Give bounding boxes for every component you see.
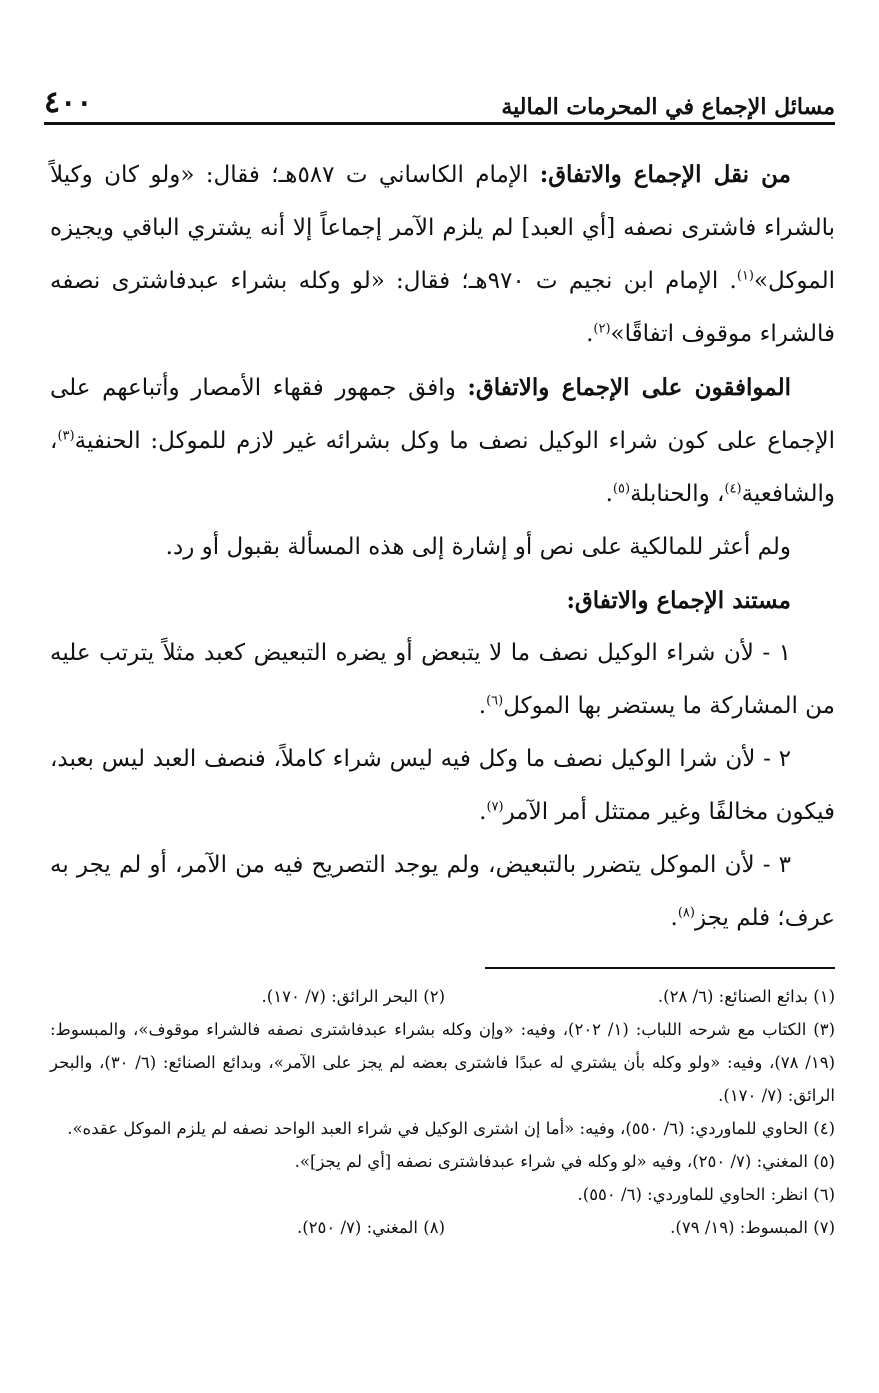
- footnote-row: [50, 980, 835, 1013]
- footnote-4: (٤) الحاوي للماوردي: (٦/ ٥٥٠)، وفيه: «أما إن اشترى الوكيل في شراء العبد الواحد نصفه لم يلزم الموكل عقده».: [67, 1119, 835, 1138]
- paragraph-text: . الإمام ابن نجيم ت ٩٧٠هـ؛ فقال: «لو وكله بشراء عبدفاشترى نصفه فالشراء موقوف اتفاقًا»: [50, 268, 835, 347]
- footnote-ref: (٨): [677, 905, 695, 921]
- footnotes: [50, 980, 835, 1244]
- paragraph-text: .: [586, 321, 594, 347]
- paragraph-text: ٢ - لأن شرا الوكيل نصف ما وكل فيه ليس شراء كاملاً، فنصف العبد ليس بعبد، فيكون مخالفًا وغير ممتثل أمر الآمر: [50, 746, 835, 825]
- paragraph-text: ٣ - لأن الموكل يتضرر بالتبعيض، ولم يوجد التصريح فيه من الآمر، أو لم يجر به عرف؛ فلم يجز: [50, 852, 835, 931]
- evidence-item-1: [50, 627, 835, 733]
- footnote-ref: (٣): [57, 428, 75, 444]
- footnote-ref: (٥): [612, 481, 631, 497]
- paragraph-text: الإمام الكاساني ت ٥٨٧هـ؛ فقال: «ولو كان وكيلاً بالشراء فاشترى نصفه [أي العبد] لم يلزم الآمر إجماعاً إلا أنه يشتري الباقي ويجيزه الموكل»: [50, 162, 835, 294]
- paragraph-text: وافق جمهور فقهاء الأمصار وأتباعهم على الإجماع على كون شراء الوكيل نصف ما وكل بشرائه غير لازم للموكل: الحنفية: [50, 375, 835, 454]
- page-number: ٤٠٠: [44, 85, 93, 120]
- footnote-ref: (١): [736, 268, 754, 284]
- evidence-item-2: [50, 733, 835, 839]
- footnote-ref: (٤): [724, 481, 742, 497]
- footnote-divider: [485, 967, 835, 969]
- paragraph-text: ١ - لأن شراء الوكيل نصف ما لا يتبعض أو يضره التبعيض كعبد مثلاً يترتب عليه من المشاركة ما يستضر بها الموكل: [50, 640, 835, 719]
- page-header: [44, 78, 835, 125]
- footnote-3: (٣) الكتاب مع شرحه اللباب: (١/ ٢٠٢)، وفيه: «وإن وكله بشراء عبدفاشترى نصفه فالشراء موقوف»، والمبسوط: (١٩/ ٧٨)، وفيه: «ولو وكله بأن يشتري له عبدًا فاشترى بعضه لم يجز على الآمر»، وبدائع الصنائع: (٦/ ٣٠)، والبحر الرائق: (٧/ ١٧٠).: [50, 1020, 835, 1105]
- section-lead: الموافقون على الإجماع والاتفاق:: [467, 374, 791, 401]
- paragraph-text: ، والحنابلة: [630, 481, 725, 507]
- section-lead: من نقل الإجماع والاتفاق:: [539, 161, 791, 188]
- evidence-item-3: [50, 839, 835, 945]
- paragraph-text: .: [478, 693, 487, 719]
- footnote-6: (٦) انظر: الحاوي للماوردي: (٦/ ٥٥٠).: [577, 1185, 835, 1204]
- section-heading-evidence: مستند الإجماع والاتفاق:: [566, 587, 791, 614]
- paragraph-text: .: [670, 905, 678, 931]
- footnote-1: (١) بدائع الصنائع: (٦/ ٢٨).: [657, 987, 835, 1006]
- paragraph-text: .: [605, 481, 613, 507]
- main-text: [50, 148, 835, 945]
- paragraph-maliki-note: ولم أعثر للمالكية على نص أو إشارة إلى هذه المسألة بقبول أو رد.: [165, 534, 791, 560]
- footnote-ref: (٢): [593, 321, 611, 337]
- footnote-row: [50, 1211, 835, 1244]
- running-title: مسائل الإجماع في المحرمات المالية: [501, 94, 835, 120]
- footnote-7: (٧) المبسوط: (١٩/ ٧٩).: [670, 1218, 835, 1237]
- paragraph-text: .: [479, 799, 487, 825]
- paragraph-agreeing-schools: [50, 361, 835, 521]
- paragraph-text: ، والشافعية: [50, 428, 835, 507]
- footnote-8: (٨) المغني: (٧/ ٢٥٠).: [296, 1218, 445, 1237]
- paragraph-consensus-reporters: [50, 148, 835, 361]
- footnote-ref: (٧): [486, 799, 504, 815]
- footnote-5: (٥) المغني: (٧/ ٢٥٠)، وفيه «لو وكله في شراء عبدفاشترى نصفه [أي لم يجز]».: [294, 1152, 835, 1171]
- footnote-2: (٢) البحر الرائق: (٧/ ١٧٠).: [261, 987, 445, 1006]
- footnote-ref: (٦): [486, 693, 504, 709]
